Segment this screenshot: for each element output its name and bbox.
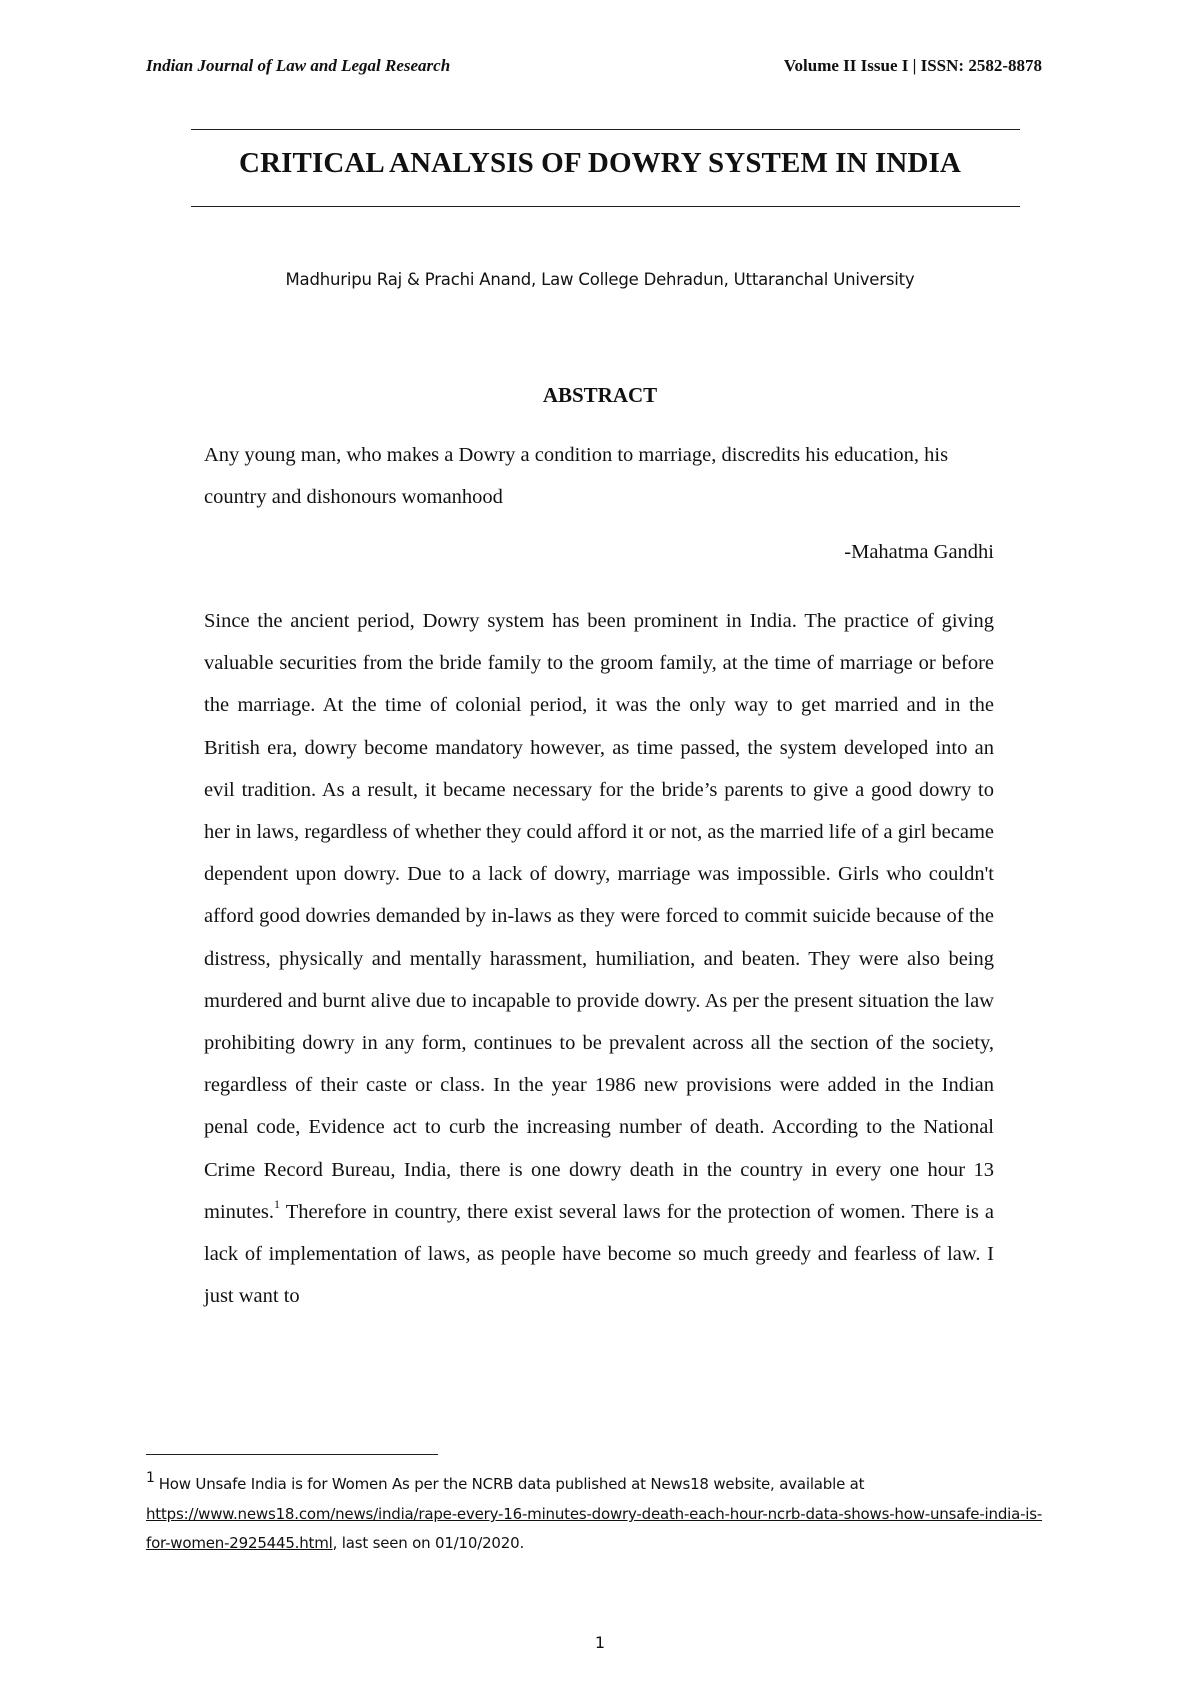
abstract-text-part-1: Since the ancient period, Dowry system has been prominent in India. The practice of giving valuable securities from the bride family to the groom family, at the time of marriage or before the marriage. At the time of colonial period, it was the only way to get married and in the British era, dowry become mandatory however, as time passed, the system developed into an evil tradition. As a result, it became necessary for the bride’s parents to give a good dowry to her in laws, regardless of whether they could afford it or not, as the married life of a girl became dependent upon dowry. Due to a lack of dowry, marriage was impossible. Girls who couldn't afford good dowries demanded by in-laws as they were forced to commit suicide because of the distress, physically and mentally harassment, humiliation, and beaten. They were also being murdered and burnt alive due to incapable to provide dowry. As per the present situation the law prohibiting dowry in any form, continues to be prevalent across all the section of the society, regardless of their caste or class. In the year 1986 new provisions were added in the Indian penal code, Evidence act to curb the increasing number of death. According to the National Crime Record Bureau, India, there is one dowry death in the country in every one hour 13 minutes. xyxy=(204,610,994,1223)
footnote-suffix: , last seen on 01/10/2020. xyxy=(332,1534,525,1552)
title-rule-top xyxy=(191,129,1020,130)
abstract-text-part-2: Therefore in country, there exist several laws for the protection of women. There is a lack of implementation of laws, as people have become so much greedy and fearless of law. I just want to xyxy=(204,1200,994,1308)
page-number: 1 xyxy=(594,1633,606,1652)
abstract-paragraph xyxy=(204,600,994,1317)
volume-issn: Volume II Issue I | ISSN: 2582-8878 xyxy=(783,56,1042,75)
journal-name: Indian Journal of Law and Legal Research xyxy=(146,56,451,75)
epigraph-quote: Any young man, who makes a Dowry a condition to marriage, discredits his education, his country and dishonours womanhood xyxy=(204,444,949,509)
footnote-text: How Unsafe India is for Women As per the NCRB data published at News18 website, available at xyxy=(158,1475,865,1493)
abstract-heading: ABSTRACT xyxy=(542,383,658,407)
epigraph-attribution: -Mahatma Gandhi xyxy=(844,541,994,563)
paper-title: CRITICAL ANALYSIS OF DOWRY SYSTEM IN INDIA xyxy=(239,147,961,179)
title-rule-bottom xyxy=(191,206,1020,207)
footnote-mark: 1 xyxy=(146,1470,155,1486)
footnote xyxy=(146,1470,1046,1558)
footnote-separator xyxy=(146,1454,438,1455)
author-affiliation: Madhuripu Raj & Prachi Anand, Law College Dehradun, Uttaranchal University xyxy=(285,270,915,289)
footnote-link[interactable]: https://www.news18.com/news/india/rape-every-16-minutes-dowry-death-each-hour-ncrb-data-shows-how-unsafe-india-is-for-women-2925445.html xyxy=(146,1505,1043,1552)
footnote-reference[interactable]: 1 xyxy=(274,1197,281,1212)
